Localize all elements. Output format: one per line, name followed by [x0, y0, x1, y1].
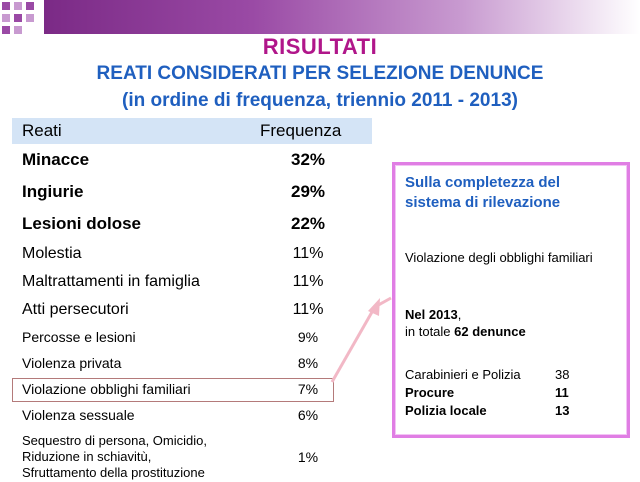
callout-year: Nel 2013,: [405, 307, 462, 322]
crimes-table: [12, 118, 372, 482]
breakdown-value: 11: [555, 385, 569, 400]
crime-name: Lesioni dolose: [22, 214, 142, 233]
crime-frequency: 11%: [292, 245, 324, 262]
crime-name: Violazione obblighi familiari: [22, 381, 191, 397]
callout-total: in totale 62 denunce: [405, 324, 526, 339]
table-row: [12, 240, 372, 268]
table-row: [12, 144, 372, 176]
crime-frequency: 6%: [297, 407, 319, 423]
breakdown-label: Procure: [405, 385, 455, 400]
crime-name: Ingiurie: [22, 182, 84, 201]
table-row: [12, 428, 372, 482]
table-header: [12, 118, 372, 144]
table-row: [12, 268, 372, 296]
crime-frequency: 32%: [290, 150, 326, 169]
crime-name: Atti persecutori: [22, 301, 129, 318]
crime-name: Maltrattamenti in famiglia: [22, 273, 200, 290]
column-header-frequenza: Frequenza: [260, 121, 342, 140]
table-row: [12, 350, 372, 376]
crime-frequency: 1%: [297, 449, 319, 465]
slide-subtitle-line1: REATI CONSIDERATI PER SELEZIONE DENUNCE: [96, 63, 544, 84]
crime-name: Percosse e lesioni: [22, 329, 136, 345]
crime-frequency: 8%: [297, 355, 319, 371]
crime-frequency: 29%: [290, 182, 326, 201]
slide-title: RISULTATI: [262, 34, 378, 59]
crime-name-multiline: Sequestro di persona, Omicidio, Riduzione in schiavitù, Sfruttamento della prostituzione: [22, 433, 207, 480]
column-header-reati: Reati: [22, 121, 62, 140]
slide-subtitle-line2: (in ordine di frequenza, triennio 2011 - 2013): [122, 90, 518, 111]
crime-name: Violenza sessuale: [22, 407, 135, 423]
corner-squares-decoration: [0, 0, 640, 36]
crime-frequency: 11%: [292, 273, 324, 290]
breakdown-value: 38: [555, 367, 570, 382]
breakdown-value: 13: [555, 403, 570, 418]
crime-frequency: 11%: [292, 301, 324, 318]
table-row: [12, 402, 372, 428]
table-row: [12, 324, 372, 350]
completeness-callout-box: [392, 162, 630, 438]
callout-description: Violazione degli obblighi familiari: [405, 250, 593, 265]
crime-frequency: 22%: [290, 214, 326, 233]
table-row-highlighted: [12, 376, 372, 402]
crime-frequency: 9%: [297, 329, 319, 345]
table-row: [12, 208, 372, 240]
crime-name: Violenza privata: [22, 355, 122, 371]
crime-frequency: 7%: [297, 381, 319, 397]
table-row: [12, 176, 372, 208]
breakdown-label: Carabinieri e Polizia: [405, 367, 521, 382]
crime-name: Molestia: [22, 245, 82, 262]
crime-name: Minacce: [22, 150, 90, 169]
callout-heading: Sulla completezza del sistema di rilevazione: [405, 174, 561, 211]
table-row: [12, 296, 372, 324]
breakdown-label: Polizia locale: [405, 403, 487, 418]
